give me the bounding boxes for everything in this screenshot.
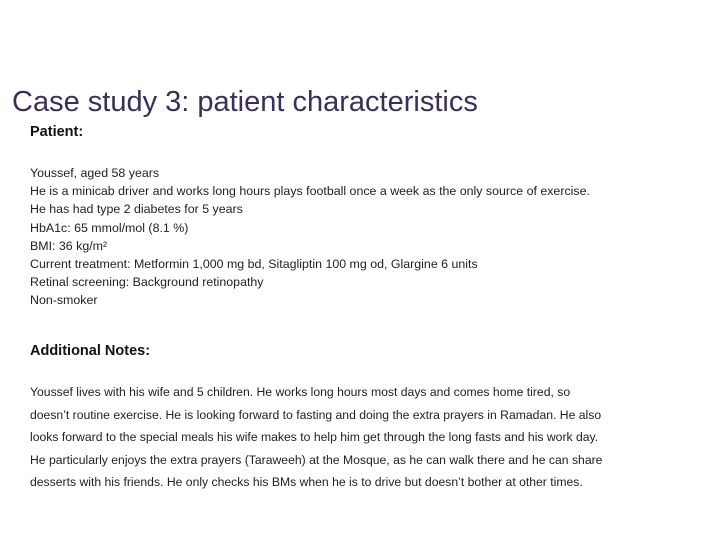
patient-details-list: [30, 164, 590, 310]
patient-detail-occupation: He is a minicab driver and works long hours plays football once a week as the only source of exercise.: [30, 184, 590, 199]
notes-line: looks forward to the special meals his wife makes to help him get through the long fasts and his work day.: [30, 430, 599, 445]
patient-heading: Patient:: [30, 124, 84, 140]
patient-detail-age: Youssef, aged 58 years: [30, 166, 160, 180]
notes-line: desserts with his friends. He only checks his BMs when he is to drive but doesn’t bother at other times.: [30, 475, 583, 490]
patient-detail-treatment: Current treatment: Metformin 1,000 mg bd, Sitagliptin 100 mg od, Glargine 6 units: [30, 257, 478, 272]
notes-line: Youssef lives with his wife and 5 children. He works long hours most days and comes home tired, so: [30, 385, 571, 399]
notes-line: doesn’t routine exercise. He is looking forward to fasting and doing the extra prayers in Ramadan. He also: [30, 407, 602, 422]
notes-line: He particularly enjoys the extra prayers (Taraweeh) at the Mosque, as he can walk there and he can share: [30, 452, 603, 467]
patient-detail-smoking-status: Non-smoker: [30, 293, 98, 308]
patient-detail-hba1c: HbA1c: 65 mmol/mol (8.1 %): [30, 220, 189, 235]
patient-detail-bmi: BMI: 36 kg/m²: [30, 238, 108, 253]
patient-detail-diabetes-duration: He has had type 2 diabetes for 5 years: [30, 202, 243, 217]
patient-detail-retinal-screening: Retinal screening: Background retinopathy: [30, 275, 264, 290]
slide-title: Case study 3: patient characteristics: [12, 86, 478, 118]
additional-notes-heading: Additional Notes:: [30, 343, 151, 359]
additional-notes-paragraph: [30, 381, 690, 494]
